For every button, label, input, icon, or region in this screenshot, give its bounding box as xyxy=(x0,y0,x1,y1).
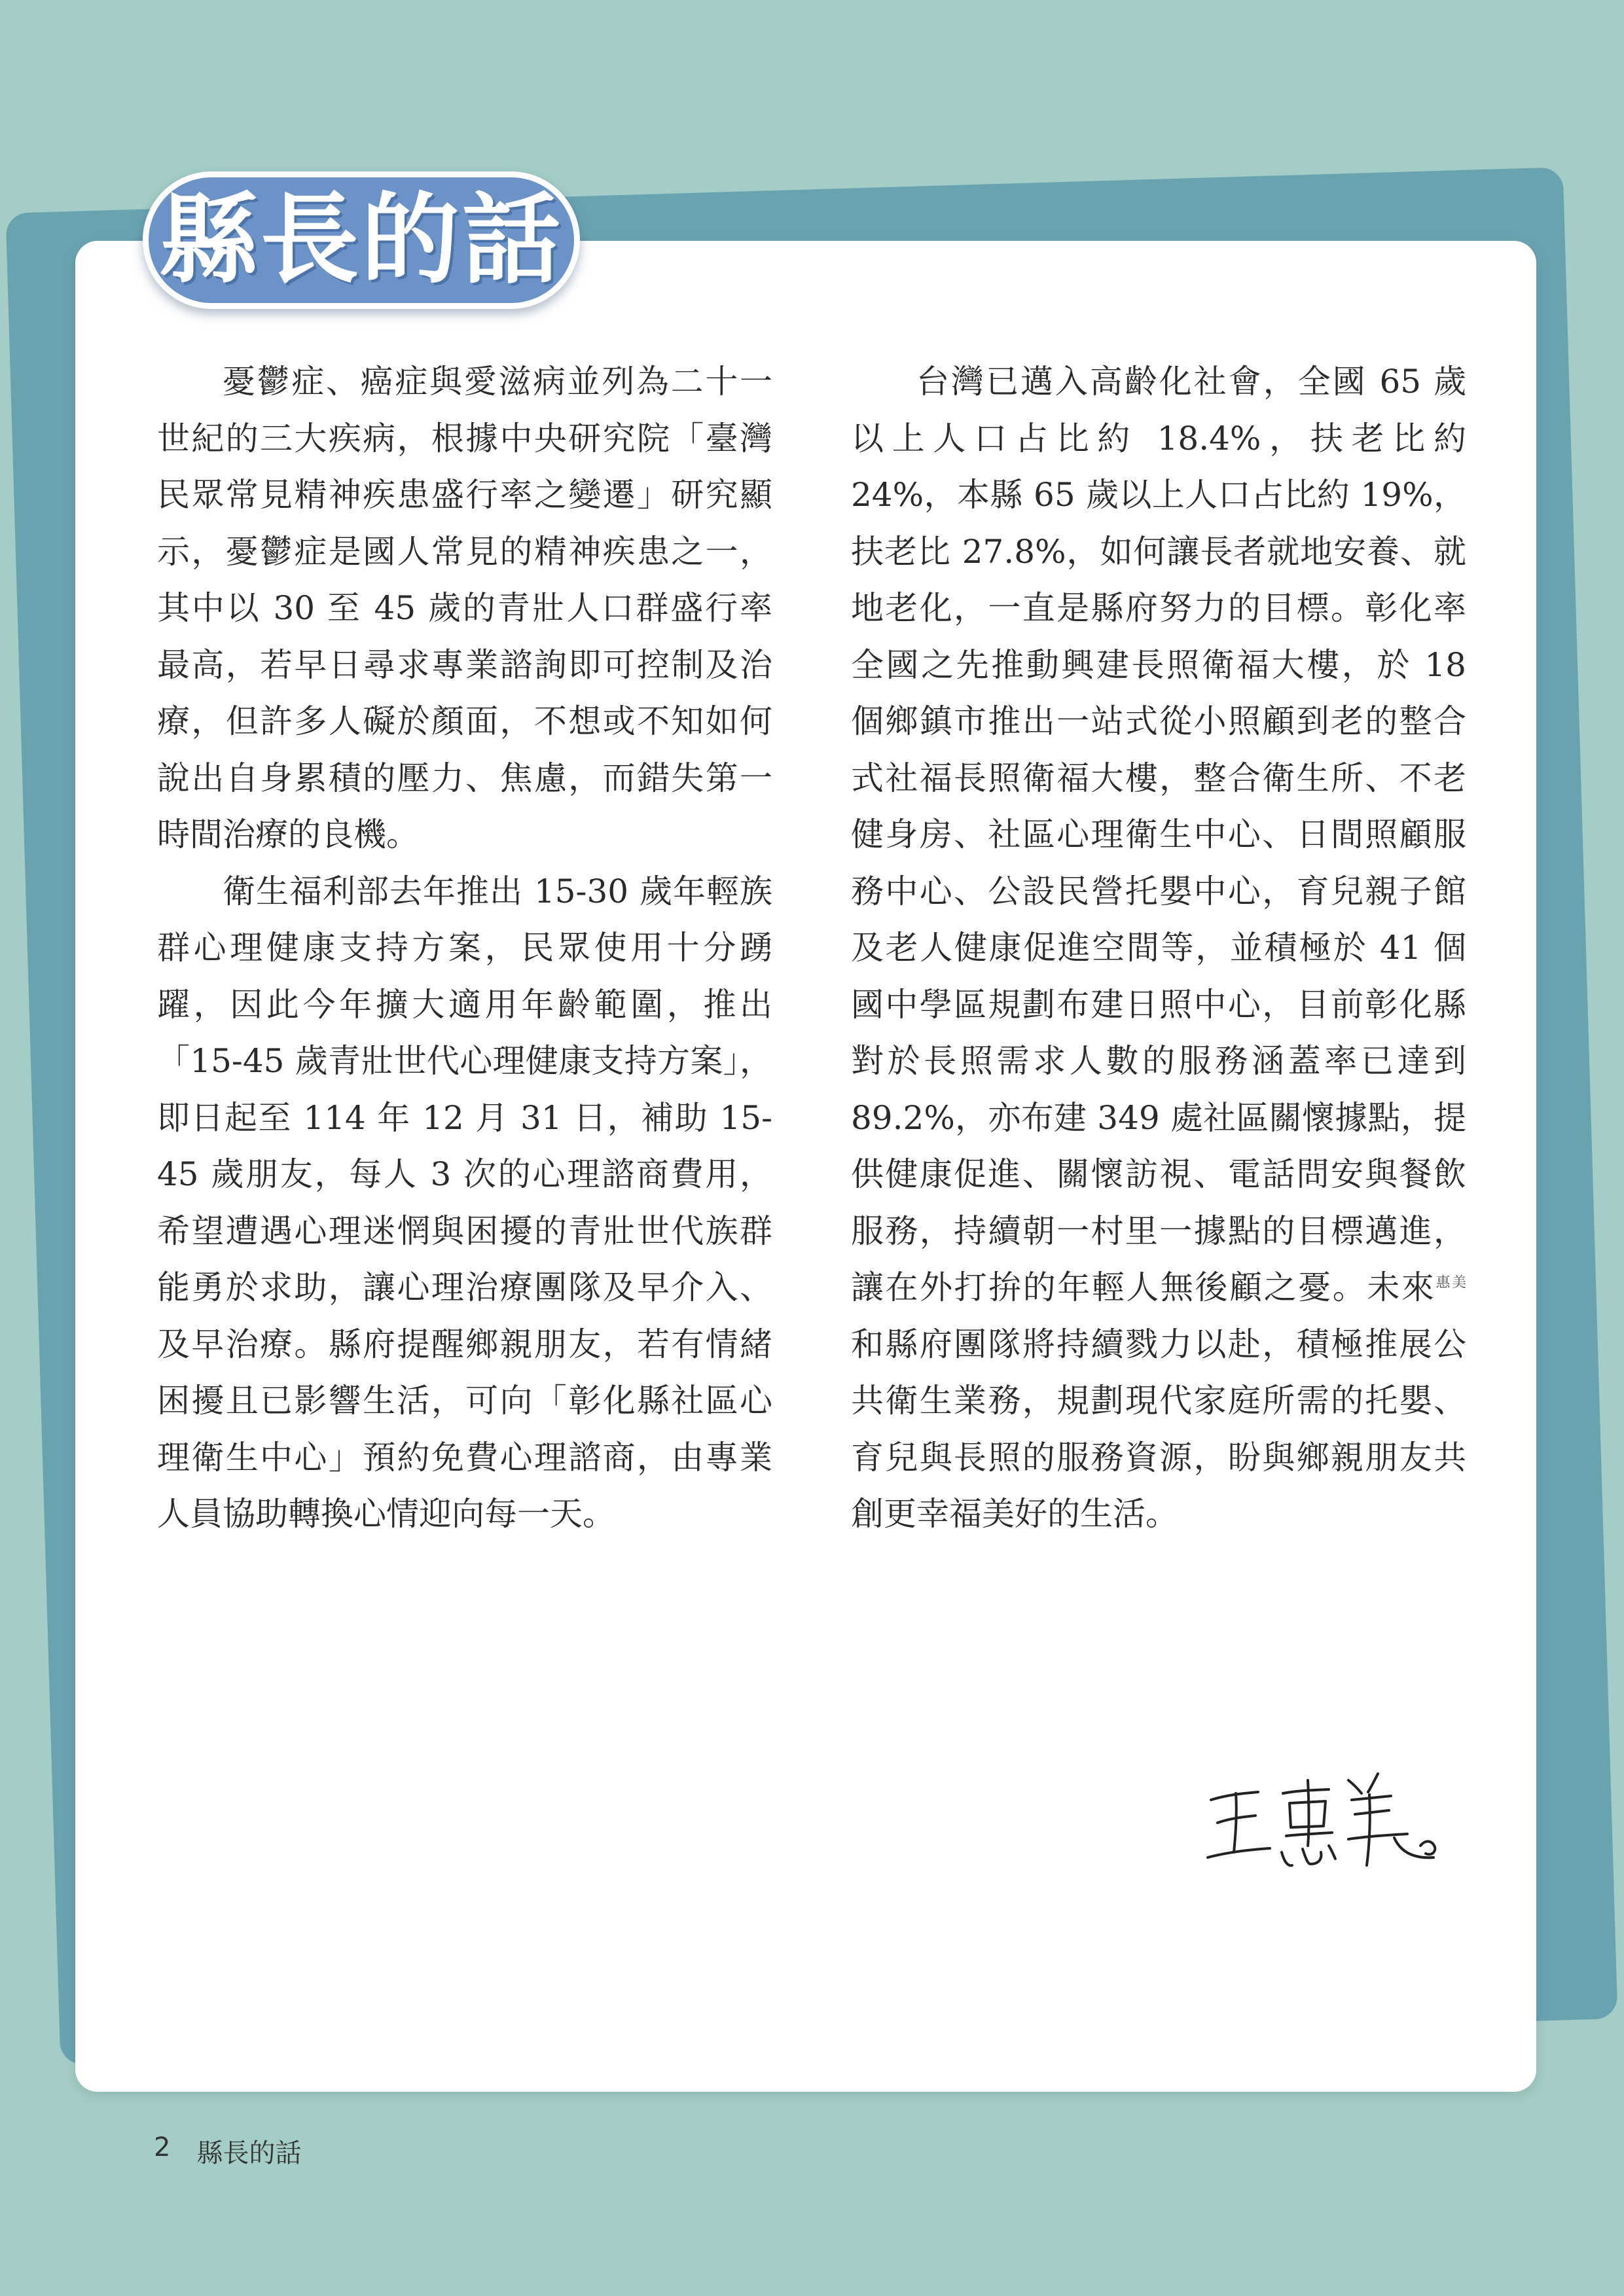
signature-text: 王惠美 xyxy=(1308,1876,1336,1885)
page-title: 縣長的話 xyxy=(159,183,563,297)
right-paragraph-1-start: 台灣已邁入高齡化社會，全國 65 歲以上人口占比約 18.4%，扶老比約 24%，本縣 65 歲以上人口占比約 19%，扶老比 27.8%，如何讓長者就地安養、就地老化，一直是縣府努力的目標。彰化率全國之先推動興建長照衛福大樓，於 18 個鄉鎮市推出一站式從小照顧到老的整合式社福長照衛福大樓，整合衛生所、不老健身房、社區心理衛生中心、日間照顧服務中心、公設民營托嬰中心，育兒親子館及老人健康促進空間等，並積極於 41 個國中學區規劃布建日照中心，目前彰化縣對於長照需求人數的服務涵蓋率已達到 89.2%，亦布建 349 處社區關懷據點，提供健康促進、關懷訪視、電話問安與餐飲服務，持續朝一村里一據點的目標邁進，讓在外打拚的年輕人無後顧之憂。未來 xyxy=(851,363,1466,1306)
right-paragraph-1-end: 和縣府團隊將持續戮力以赴，積極推展公共衛生業務，規劃現代家庭所需的托嬰、育兒與長照的服務資源，盼與鄉親朋友共創更幸福美好的生活。 xyxy=(851,1325,1466,1533)
name-note: 惠美 xyxy=(1435,1274,1466,1291)
signature-image xyxy=(1198,1754,1447,1885)
right-paragraph-1 xyxy=(851,353,1466,1543)
page-number: 2 xyxy=(154,2132,171,2162)
right-column xyxy=(851,353,1466,1543)
left-paragraph-2: 衛生福利部去年推出 15-30 歲年輕族群心理健康支持方案，民眾使用十分踴躍，因此今年擴大適用年齡範圍，推出「15-45 歲青壯世代心理健康支持方案」，即日起至 114 年 12 月 31 日，補助 15-45 歲朋友，每人 3 次的心理諮商費用，希望遭遇心理迷惘與困擾的青壯世代族群能勇於求助，讓心理治療團隊及早介入、及早治療。縣府提醒鄉親朋友，若有情緒困擾且已影響生活，可向「彰化縣社區心理衛生中心」預約免費心理諮商，由專業人員協助轉換心情迎向每一天。 xyxy=(157,872,772,1533)
left-column xyxy=(157,353,772,1543)
page-footer xyxy=(154,2132,301,2170)
footer-section-title: 縣長的話 xyxy=(196,2138,302,2168)
left-paragraph-1: 憂鬱症、癌症與愛滋病並列為二十一世紀的三大疾病，根據中央研究院「臺灣民眾常見精神疾患盛行率之變遷」研究顯示，憂鬱症是國人常見的精神疾患之一，其中以 30 至 45 歲的青壯人口群盛行率最高，若早日尋求專業諮詢即可控制及治療，但許多人礙於顏面，不想或不知如何說出自身累積的壓力、焦慮，而錯失第一時間治療的良機。 xyxy=(157,363,772,853)
title-badge xyxy=(143,171,580,309)
